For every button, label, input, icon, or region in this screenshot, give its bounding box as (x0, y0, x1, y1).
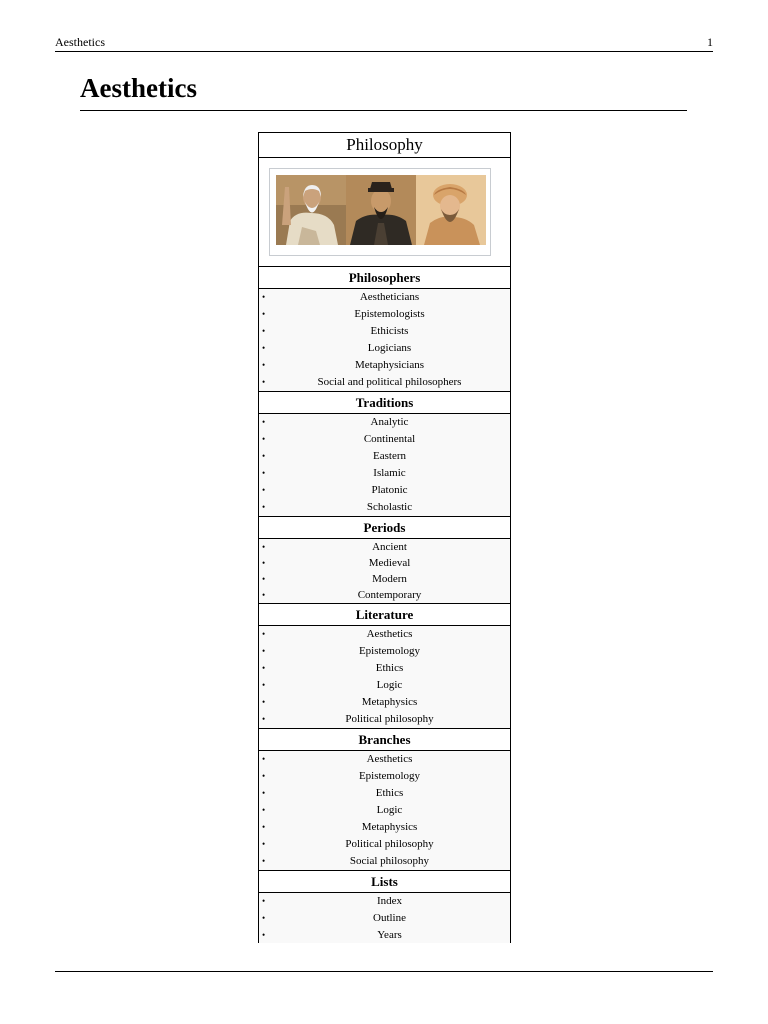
infobox-image-frame[interactable] (269, 168, 491, 256)
list-item[interactable]: • Scholastic (259, 499, 510, 516)
periods-list (259, 539, 510, 604)
list-item[interactable]: • Aesthetics (259, 626, 510, 643)
philosophers-list (259, 289, 510, 392)
list-item[interactable]: • Metaphysicians (259, 357, 510, 374)
list-item[interactable]: • Logic (259, 802, 510, 819)
list-item[interactable]: • Index (259, 893, 510, 910)
list-item[interactable]: • Outline (259, 910, 510, 927)
list-item[interactable]: • Social and political philosophers (259, 374, 510, 391)
list-item[interactable]: • Aesthetics (259, 751, 510, 768)
footer-divider (55, 971, 713, 972)
list-item[interactable]: • Epistemology (259, 643, 510, 660)
running-title: Aesthetics (55, 35, 105, 49)
literature-list (259, 626, 510, 729)
list-item[interactable]: • Political philosophy (259, 711, 510, 728)
branches-list (259, 751, 510, 871)
philosopher-portrait-icon (276, 175, 346, 245)
list-item[interactable]: • Analytic (259, 414, 510, 431)
philosophy-infobox (258, 132, 511, 943)
list-item[interactable]: • Platonic (259, 482, 510, 499)
section-heading-branches: Branches (259, 729, 510, 751)
list-item[interactable]: • Aestheticians (259, 289, 510, 306)
philosopher-portrait-icon (416, 175, 486, 245)
list-item[interactable]: • Medieval (259, 555, 510, 571)
list-item[interactable]: • Islamic (259, 465, 510, 482)
list-item[interactable]: • Political philosophy (259, 836, 510, 853)
traditions-list (259, 414, 510, 517)
list-item[interactable]: • Contemporary (259, 587, 510, 603)
section-heading-periods: Periods (259, 517, 510, 539)
list-item[interactable]: • Metaphysics (259, 694, 510, 711)
infobox-image-cell (259, 158, 510, 267)
list-item[interactable]: • Epistemologists (259, 306, 510, 323)
title-divider (80, 110, 687, 111)
list-item[interactable]: • Logicians (259, 340, 510, 357)
list-item[interactable]: • Continental (259, 431, 510, 448)
philosopher-portrait-icon (346, 175, 416, 245)
list-item[interactable]: • Epistemology (259, 768, 510, 785)
list-item[interactable]: • Eastern (259, 448, 510, 465)
section-heading-lists: Lists (259, 871, 510, 893)
section-heading-philosophers: Philosophers (259, 267, 510, 289)
infobox-title: Philosophy (259, 133, 510, 158)
list-item[interactable]: • Ethics (259, 660, 510, 677)
list-item[interactable]: • Metaphysics (259, 819, 510, 836)
list-item[interactable]: • Ethics (259, 785, 510, 802)
page-title: Aesthetics (80, 73, 197, 103)
list-item[interactable]: • Years (259, 927, 510, 944)
list-item[interactable]: • Modern (259, 571, 510, 587)
list-item[interactable]: • Logic (259, 677, 510, 694)
list-item[interactable]: • Ancient (259, 539, 510, 555)
running-header (55, 34, 713, 52)
list-item[interactable]: • Social philosophy (259, 853, 510, 870)
section-heading-literature: Literature (259, 604, 510, 626)
lists-list (259, 893, 510, 944)
section-heading-traditions: Traditions (259, 392, 510, 414)
page-number: 1 (707, 35, 713, 49)
list-item[interactable]: • Ethicists (259, 323, 510, 340)
